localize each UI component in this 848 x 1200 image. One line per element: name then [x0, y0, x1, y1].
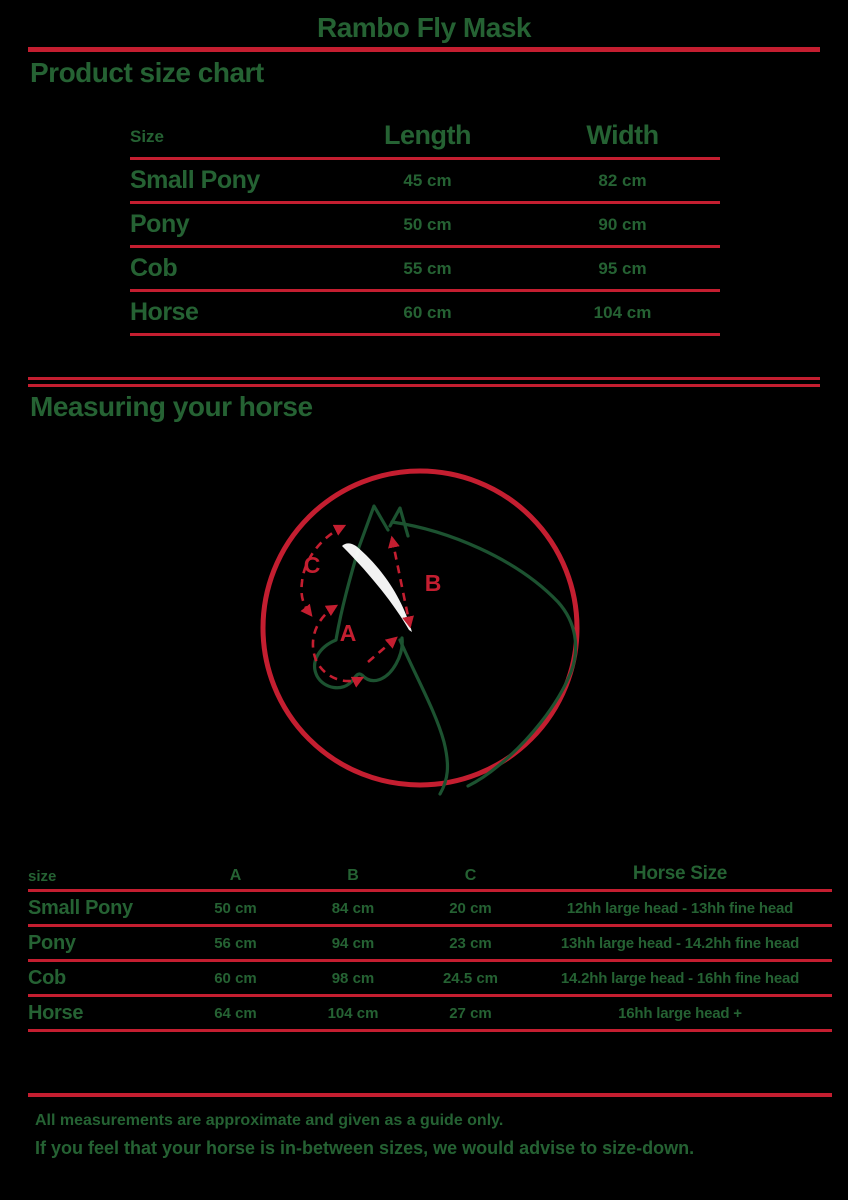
width-value: 95 cm	[598, 258, 647, 278]
a-value: 56 cm	[214, 934, 257, 952]
footnote-approximate: All measurements are approximate and given as a guide only.	[35, 1112, 504, 1129]
size-label: Cob	[28, 966, 66, 989]
label-b: B	[424, 570, 442, 596]
c-value: 20 cm	[449, 899, 492, 917]
table-row	[130, 160, 720, 204]
product-size-chart-heading: Product size chart	[30, 57, 264, 88]
divider-middle-top	[28, 377, 820, 380]
a-value: 64 cm	[214, 1004, 257, 1022]
column-header-c: C	[464, 867, 477, 884]
c-value: 24.5 cm	[442, 969, 499, 987]
size-label: Horse	[130, 298, 199, 326]
table-header-row	[28, 855, 832, 892]
size-label: Horse	[28, 1001, 84, 1024]
label-c: C	[303, 552, 321, 578]
column-header-a: A	[229, 867, 242, 884]
measuring-heading: Measuring your horse	[30, 391, 313, 422]
width-value: 104 cm	[593, 302, 652, 322]
table-row	[28, 997, 832, 1032]
size-label: Pony	[28, 931, 76, 954]
length-value: 60 cm	[403, 302, 452, 322]
length-value: 55 cm	[403, 258, 452, 278]
horse-size-value: 14.2hh large head - 16hh fine head	[560, 969, 800, 987]
c-value: 27 cm	[449, 1004, 492, 1022]
column-header-b: B	[347, 867, 359, 884]
measure-a-tail	[368, 638, 396, 662]
highlight-wedge	[342, 543, 412, 632]
horse-size-value: 13hh large head - 14.2hh fine head	[560, 934, 800, 952]
b-value: 98 cm	[331, 969, 375, 987]
column-header-size: Size	[130, 127, 165, 146]
page-title: Rambo Fly Mask	[317, 12, 531, 43]
divider-middle-bottom	[28, 384, 820, 387]
column-header-horse-size: Horse Size	[632, 863, 728, 884]
size-label: Cob	[130, 254, 178, 282]
b-value: 84 cm	[331, 899, 375, 917]
table-row	[28, 892, 832, 927]
column-header-size: size	[28, 868, 57, 885]
column-header-length: Length	[384, 120, 471, 150]
size-label: Small Pony	[130, 166, 260, 194]
table-row	[28, 962, 832, 997]
column-header-width: Width	[586, 120, 659, 150]
b-value: 94 cm	[331, 934, 375, 952]
length-value: 50 cm	[403, 214, 452, 234]
footnote-size-down: If you feel that your horse is in-between sizes, we would advise to size-down.	[35, 1138, 695, 1158]
size-label: Pony	[130, 210, 190, 238]
horse-head-measuring-diagram	[240, 450, 600, 810]
divider-bottom	[28, 1093, 832, 1097]
table-row	[28, 927, 832, 962]
measuring-table	[28, 855, 832, 1032]
b-value: 104 cm	[327, 1004, 379, 1022]
width-value: 82 cm	[598, 170, 647, 190]
size-label: Small Pony	[28, 896, 133, 919]
a-value: 60 cm	[214, 969, 257, 987]
width-value: 90 cm	[598, 214, 647, 234]
table-header-row	[130, 103, 720, 160]
table-row	[130, 204, 720, 248]
table-row	[130, 248, 720, 292]
label-a: A	[339, 620, 357, 646]
a-value: 50 cm	[214, 899, 257, 917]
divider-top	[28, 47, 820, 52]
length-value: 45 cm	[403, 170, 452, 190]
c-value: 23 cm	[449, 934, 492, 952]
product-size-table	[130, 103, 720, 336]
horse-size-value: 16hh large head +	[618, 1004, 742, 1022]
horse-size-value: 12hh large head - 13hh fine head	[566, 899, 794, 917]
table-row	[130, 292, 720, 336]
